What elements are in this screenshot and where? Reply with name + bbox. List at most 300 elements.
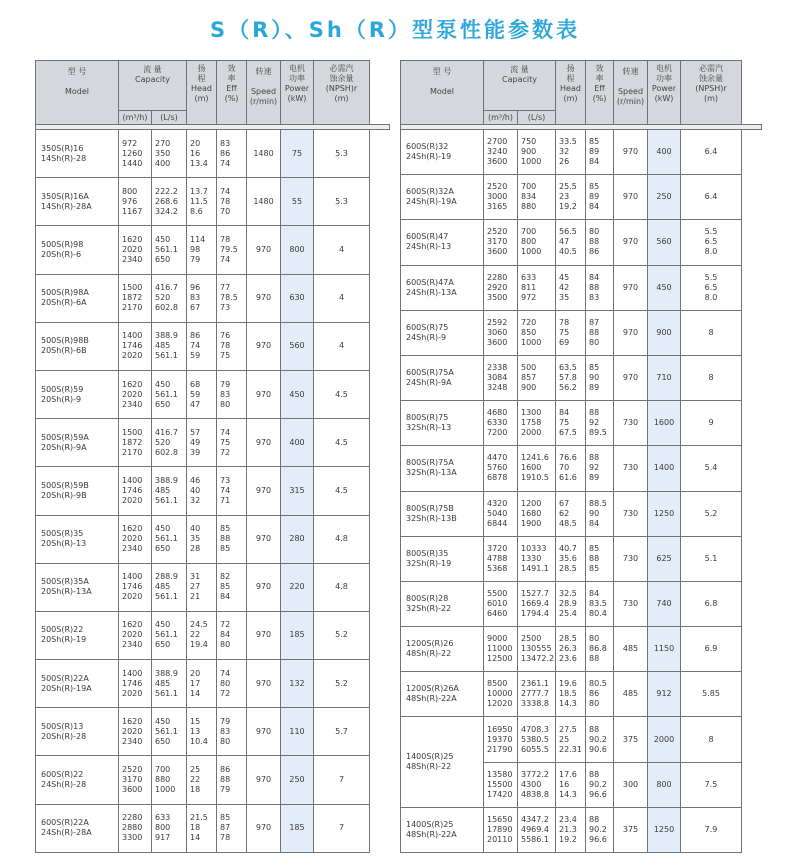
- power-cell: 132: [281, 660, 314, 708]
- speed-cell: 970: [247, 515, 281, 563]
- eff-cell: 85 87 78: [217, 804, 247, 852]
- header-speed: 转速 Speed (r/min): [247, 61, 281, 125]
- eff-cell: 74 80 72: [217, 660, 247, 708]
- speed-cell: 970: [614, 220, 648, 265]
- head-cell: 13.7 11.5 8.6: [187, 178, 217, 226]
- capacity-ls-cell: 3772.2 4300 4838.8: [518, 762, 556, 807]
- table-row: [36, 660, 390, 708]
- header-npsh: 必需汽 蚀余量 (NPSH)r (m): [681, 61, 742, 125]
- table-row: [401, 355, 762, 400]
- power-cell: 280: [281, 515, 314, 563]
- table-row: [401, 446, 762, 491]
- eff-cell: 88 92 89: [586, 446, 614, 491]
- table-row: [401, 536, 762, 581]
- table-row: [36, 515, 390, 563]
- table-row: [36, 467, 390, 515]
- capacity-m3h-cell: 1620 2020 2340: [119, 611, 152, 659]
- header-capacity: 流 量 Capacity: [484, 61, 556, 111]
- power-cell: 450: [648, 265, 681, 310]
- capacity-ls-cell: 1300 1758 2000: [518, 401, 556, 446]
- model-cell: 500S(R)98 20Sh(R)-6: [36, 226, 119, 274]
- power-cell: 710: [648, 355, 681, 400]
- npsh-cell: 4: [314, 322, 370, 370]
- model-cell: 600S(R)32A 24Sh(R)-19A: [401, 175, 484, 220]
- model-cell: 500S(R)98B 20Sh(R)-6B: [36, 322, 119, 370]
- model-cell: 1200S(R)26 48Sh(R)-22: [401, 627, 484, 672]
- capacity-m3h-cell: 5500 6010 6460: [484, 581, 518, 626]
- head-cell: 31 27 21: [187, 563, 217, 611]
- table-row: [401, 491, 762, 536]
- power-cell: 2000: [648, 717, 681, 762]
- model-cell: 600S(R)22 24Sh(R)-28: [36, 756, 119, 804]
- speed-cell: 730: [614, 536, 648, 581]
- table-row: [36, 322, 390, 370]
- power-cell: 315: [281, 467, 314, 515]
- capacity-ls-cell: 288.9 485 561.1: [152, 563, 187, 611]
- speed-cell: 1480: [247, 130, 281, 178]
- capacity-m3h-cell: 4680 6330 7200: [484, 401, 518, 446]
- npsh-cell: 5.3: [314, 178, 370, 226]
- power-cell: 250: [281, 756, 314, 804]
- capacity-m3h-cell: 972 1260 1440: [119, 130, 152, 178]
- capacity-ls-cell: 700 834 880: [518, 175, 556, 220]
- capacity-m3h-cell: 2700 3240 3600: [484, 130, 518, 175]
- eff-cell: 83 86 74: [217, 130, 247, 178]
- table-row: [36, 611, 390, 659]
- head-cell: 19.6 18.5 14.3: [556, 672, 586, 717]
- table-row: [36, 370, 390, 418]
- header-row: [36, 61, 390, 111]
- model-cell: 800S(R)75A 32Sh(R)-13A: [401, 446, 484, 491]
- power-cell: 1400: [648, 446, 681, 491]
- head-cell: 67 62 48.5: [556, 491, 586, 536]
- capacity-m3h-cell: 2338 3084 3248: [484, 355, 518, 400]
- capacity-m3h-cell: 1400 1746 2020: [119, 660, 152, 708]
- npsh-cell: 5.5 6.5 8.0: [681, 220, 742, 265]
- model-cell: 500S(R)22 20Sh(R)-19: [36, 611, 119, 659]
- head-cell: 28.5 26.3 23.6: [556, 627, 586, 672]
- power-cell: 185: [281, 804, 314, 852]
- model-cell: 500S(R)59A 20Sh(R)-9A: [36, 419, 119, 467]
- capacity-m3h-cell: 15650 17890 20110: [484, 807, 518, 852]
- header-capacity: 流 量 Capacity: [119, 61, 187, 111]
- table-row: [36, 804, 390, 852]
- capacity-m3h-cell: 9000 11000 12500: [484, 627, 518, 672]
- capacity-ls-cell: 450 561.1 650: [152, 370, 187, 418]
- table-row: [36, 274, 390, 322]
- capacity-m3h-cell: 1620 2020 2340: [119, 515, 152, 563]
- eff-cell: 88.5 90 84: [586, 491, 614, 536]
- eff-cell: 78 79.5 74: [217, 226, 247, 274]
- table-row: [401, 717, 762, 762]
- capacity-m3h-cell: 1620 2020 2340: [119, 370, 152, 418]
- power-cell: 400: [281, 419, 314, 467]
- speed-cell: 970: [247, 660, 281, 708]
- model-cell: 350S(R)16A 14Sh(R)-28A: [36, 178, 119, 226]
- npsh-cell: 7: [314, 756, 370, 804]
- table-row: [401, 310, 762, 355]
- power-cell: 400: [648, 130, 681, 175]
- power-cell: 1250: [648, 491, 681, 536]
- eff-cell: 88 92 89.5: [586, 401, 614, 446]
- head-cell: 57 49 39: [187, 419, 217, 467]
- table-row: [401, 672, 762, 717]
- power-cell: 800: [281, 226, 314, 274]
- eff-cell: 82 85 84: [217, 563, 247, 611]
- capacity-ls-cell: 388.9 485 561.1: [152, 322, 187, 370]
- eff-cell: 80 88 86: [586, 220, 614, 265]
- capacity-ls-cell: 700 800 1000: [518, 220, 556, 265]
- speed-cell: 375: [614, 717, 648, 762]
- speed-cell: 300: [614, 762, 648, 807]
- eff-cell: 74 78 70: [217, 178, 247, 226]
- eff-cell: 80 86.8 88: [586, 627, 614, 672]
- head-cell: 84 75 67.5: [556, 401, 586, 446]
- pump-table-left: [35, 60, 390, 853]
- capacity-m3h-cell: 4320 5040 6844: [484, 491, 518, 536]
- capacity-ls-cell: 416.7 520 602.8: [152, 419, 187, 467]
- capacity-m3h-cell: 2280 2920 3500: [484, 265, 518, 310]
- model-cell: 600S(R)32 24Sh(R)-19: [401, 130, 484, 175]
- npsh-cell: 5.3: [314, 130, 370, 178]
- power-cell: 185: [281, 611, 314, 659]
- table-row: [36, 419, 390, 467]
- eff-cell: 88 90.2 90.6: [586, 717, 614, 762]
- power-cell: 800: [648, 762, 681, 807]
- capacity-ls-cell: 416.7 520 602.8: [152, 274, 187, 322]
- npsh-cell: 5.2: [314, 611, 370, 659]
- head-cell: 68 59 47: [187, 370, 217, 418]
- head-cell: 76.6 70 61.6: [556, 446, 586, 491]
- capacity-ls-cell: 450 561.1 650: [152, 226, 187, 274]
- power-cell: 450: [281, 370, 314, 418]
- eff-cell: 85 88 85: [586, 536, 614, 581]
- capacity-ls-cell: 2500 130555 13472.2: [518, 627, 556, 672]
- capacity-m3h-cell: 2280 2880 3300: [119, 804, 152, 852]
- capacity-ls-cell: 450 561.1 650: [152, 708, 187, 756]
- table-row: [36, 563, 390, 611]
- table-row: [401, 175, 762, 220]
- model-cell: 800S(R)75B 32Sh(R)-13B: [401, 491, 484, 536]
- head-cell: 32.5 28.9 25.4: [556, 581, 586, 626]
- npsh-cell: 4.8: [314, 563, 370, 611]
- power-cell: 560: [648, 220, 681, 265]
- power-cell: 55: [281, 178, 314, 226]
- capacity-m3h-cell: 1400 1746 2020: [119, 563, 152, 611]
- capacity-m3h-cell: 1400 1746 2020: [119, 322, 152, 370]
- eff-cell: 85 89 84: [586, 175, 614, 220]
- table-row: [401, 265, 762, 310]
- capacity-ls-cell: 500 857 900: [518, 355, 556, 400]
- capacity-m3h-cell: 2592 3060 3600: [484, 310, 518, 355]
- capacity-ls-cell: 222.2 268.6 324.2: [152, 178, 187, 226]
- model-cell: 350S(R)16 14Sh(R)-28: [36, 130, 119, 178]
- model-cell: 500S(R)22A 20Sh(R)-19A: [36, 660, 119, 708]
- table-row: [36, 178, 390, 226]
- npsh-cell: 8: [681, 310, 742, 355]
- speed-cell: 970: [247, 563, 281, 611]
- npsh-cell: 4.5: [314, 419, 370, 467]
- npsh-cell: 6.8: [681, 581, 742, 626]
- model-cell: 500S(R)59B 20Sh(R)-9B: [36, 467, 119, 515]
- power-cell: 900: [648, 310, 681, 355]
- header-npsh: 必需汽 蚀余量 (NPSH)r (m): [314, 61, 370, 125]
- capacity-m3h-cell: 1500 1872 2170: [119, 419, 152, 467]
- head-cell: 56.5 47 40.5: [556, 220, 586, 265]
- eff-cell: 79 83 80: [217, 370, 247, 418]
- npsh-cell: 7.9: [681, 807, 742, 852]
- speed-cell: 485: [614, 627, 648, 672]
- eff-cell: 88 90.2 96.6: [586, 762, 614, 807]
- npsh-cell: 8: [681, 355, 742, 400]
- speed-cell: 730: [614, 446, 648, 491]
- header-model: 型 号 Model: [36, 61, 119, 125]
- npsh-cell: 7.5: [681, 762, 742, 807]
- header-head: 扬 程 Head (m): [556, 61, 586, 125]
- head-cell: 20 17 14: [187, 660, 217, 708]
- model-cell: 1200S(R)26A 48Sh(R)-22A: [401, 672, 484, 717]
- capacity-ls-cell: 270 350 400: [152, 130, 187, 178]
- capacity-ls-cell: 4347.2 4969.4 5586.1: [518, 807, 556, 852]
- table-row: [401, 627, 762, 672]
- table-row: [36, 130, 390, 178]
- power-cell: 1250: [648, 807, 681, 852]
- speed-cell: 970: [247, 756, 281, 804]
- header-unit-ls: (L/s): [518, 111, 556, 125]
- capacity-m3h-cell: 2520 3170 3600: [119, 756, 152, 804]
- model-cell: 600S(R)75 24Sh(R)-9: [401, 310, 484, 355]
- capacity-m3h-cell: 800 976 1167: [119, 178, 152, 226]
- table-row: [401, 581, 762, 626]
- power-cell: 250: [648, 175, 681, 220]
- pump-table-right: [400, 60, 762, 853]
- model-cell: 600S(R)47A 24Sh(R)-13A: [401, 265, 484, 310]
- eff-cell: 74 75 72: [217, 419, 247, 467]
- capacity-m3h-cell: 1620 2020 2340: [119, 708, 152, 756]
- npsh-cell: 4: [314, 226, 370, 274]
- table-row: [401, 220, 762, 265]
- eff-cell: 88 90.2 96.6: [586, 807, 614, 852]
- speed-cell: 970: [247, 804, 281, 852]
- head-cell: 45 42 35: [556, 265, 586, 310]
- npsh-cell: 6.9: [681, 627, 742, 672]
- eff-cell: 73 74 71: [217, 467, 247, 515]
- power-cell: 912: [648, 672, 681, 717]
- table-row: [401, 401, 762, 446]
- model-cell: 800S(R)35 32Sh(R)-19: [401, 536, 484, 581]
- header-row: [401, 61, 762, 111]
- npsh-cell: 6.4: [681, 130, 742, 175]
- speed-cell: 970: [614, 130, 648, 175]
- head-cell: 25 22 18: [187, 756, 217, 804]
- head-cell: 27.5 25 22.31: [556, 717, 586, 762]
- model-cell: 600S(R)47 24Sh(R)-13: [401, 220, 484, 265]
- header-speed: 转速 Speed (r/min): [614, 61, 648, 125]
- capacity-m3h-cell: 1620 2020 2340: [119, 226, 152, 274]
- capacity-ls-cell: 450 561.1 650: [152, 515, 187, 563]
- capacity-ls-cell: 10333 1330 1491.1: [518, 536, 556, 581]
- capacity-ls-cell: 388.9 485 561.1: [152, 660, 187, 708]
- model-cell: 500S(R)59 20Sh(R)-9: [36, 370, 119, 418]
- npsh-cell: 5.2: [681, 491, 742, 536]
- capacity-m3h-cell: 16950 19370 21790: [484, 717, 518, 762]
- speed-cell: 485: [614, 672, 648, 717]
- model-cell: 500S(R)13 20Sh(R)-28: [36, 708, 119, 756]
- capacity-ls-cell: 2361.1 2777.7 3338.8: [518, 672, 556, 717]
- capacity-ls-cell: 1527.7 1669.4 1794.4: [518, 581, 556, 626]
- npsh-cell: 4.5: [314, 467, 370, 515]
- power-cell: 220: [281, 563, 314, 611]
- capacity-ls-cell: 633 811 972: [518, 265, 556, 310]
- eff-cell: 84 83.5 80.4: [586, 581, 614, 626]
- header-power: 电机 功率 Power (kW): [648, 61, 681, 125]
- npsh-cell: 5.7: [314, 708, 370, 756]
- capacity-m3h-cell: 3720 4788 5368: [484, 536, 518, 581]
- speed-cell: 970: [614, 265, 648, 310]
- model-cell: 800S(R)75 32Sh(R)-13: [401, 401, 484, 446]
- power-cell: 1150: [648, 627, 681, 672]
- head-cell: 25.5 23 19.2: [556, 175, 586, 220]
- eff-cell: 85 88 85: [217, 515, 247, 563]
- capacity-m3h-cell: 4470 5760 6878: [484, 446, 518, 491]
- eff-cell: 87 88 80: [586, 310, 614, 355]
- speed-cell: 730: [614, 491, 648, 536]
- capacity-m3h-cell: 1400 1746 2020: [119, 467, 152, 515]
- head-cell: 15 13 10.4: [187, 708, 217, 756]
- power-cell: 75: [281, 130, 314, 178]
- header-power: 电机 功率 Power (kW): [281, 61, 314, 125]
- eff-cell: 77 78.5 73: [217, 274, 247, 322]
- npsh-cell: 5.1: [681, 536, 742, 581]
- table-row: [36, 708, 390, 756]
- head-cell: 46 40 32: [187, 467, 217, 515]
- head-cell: 86 74 59: [187, 322, 217, 370]
- capacity-ls-cell: 633 800 917: [152, 804, 187, 852]
- speed-cell: 970: [614, 355, 648, 400]
- table-row: [401, 807, 762, 852]
- speed-cell: 970: [247, 322, 281, 370]
- header-unit-m3h: (m³/h): [484, 111, 518, 125]
- header-eff: 效 率 Eff (%): [217, 61, 247, 125]
- capacity-ls-cell: 720 850 1000: [518, 310, 556, 355]
- power-cell: 630: [281, 274, 314, 322]
- capacity-ls-cell: 450 561.1 650: [152, 611, 187, 659]
- eff-cell: 86 88 79: [217, 756, 247, 804]
- head-cell: 63.5 57.8 56.2: [556, 355, 586, 400]
- eff-cell: 84 88 83: [586, 265, 614, 310]
- head-cell: 21.5 18 14: [187, 804, 217, 852]
- capacity-m3h-cell: 2520 3170 3600: [484, 220, 518, 265]
- capacity-ls-cell: 4708.3 5380.5 6055.5: [518, 717, 556, 762]
- capacity-ls-cell: 1241.6 1600 1910.5: [518, 446, 556, 491]
- capacity-m3h-cell: 13580 15500 17420: [484, 762, 518, 807]
- head-cell: 78 75 69: [556, 310, 586, 355]
- header-unit-m3h: (m³/h): [119, 111, 152, 125]
- speed-cell: 375: [614, 807, 648, 852]
- npsh-cell: 5.2: [314, 660, 370, 708]
- model-cell: 500S(R)98A 20Sh(R)-6A: [36, 274, 119, 322]
- speed-cell: 1480: [247, 178, 281, 226]
- table-row: [36, 756, 390, 804]
- capacity-ls-cell: 700 880 1000: [152, 756, 187, 804]
- page-title: S（R）、Sh（R）型泵性能参数表: [209, 18, 581, 42]
- eff-cell: 76 78 75: [217, 322, 247, 370]
- header-head: 扬 程 Head (m): [187, 61, 217, 125]
- speed-cell: 970: [247, 611, 281, 659]
- eff-cell: 85 89 84: [586, 130, 614, 175]
- head-cell: 96 83 67: [187, 274, 217, 322]
- npsh-cell: 4.5: [314, 370, 370, 418]
- model-cell: 500S(R)35 20Sh(R)-13: [36, 515, 119, 563]
- header-model: 型 号 Model: [401, 61, 484, 125]
- table-row: [401, 130, 762, 175]
- power-cell: 110: [281, 708, 314, 756]
- npsh-cell: 5.85: [681, 672, 742, 717]
- npsh-cell: 8: [681, 717, 742, 762]
- npsh-cell: 5.4: [681, 446, 742, 491]
- eff-cell: 79 83 80: [217, 708, 247, 756]
- npsh-cell: 7: [314, 804, 370, 852]
- speed-cell: 970: [247, 467, 281, 515]
- power-cell: 740: [648, 581, 681, 626]
- header-unit-ls: (L/s): [152, 111, 187, 125]
- model-cell: 1400S(R)25 48Sh(R)-22A: [401, 807, 484, 852]
- npsh-cell: 9: [681, 401, 742, 446]
- power-cell: 560: [281, 322, 314, 370]
- head-cell: 17.6 16 14.3: [556, 762, 586, 807]
- power-cell: 1600: [648, 401, 681, 446]
- speed-cell: 970: [247, 274, 281, 322]
- head-cell: 24.5 22 19.4: [187, 611, 217, 659]
- capacity-m3h-cell: 8500 10000 12020: [484, 672, 518, 717]
- power-cell: 625: [648, 536, 681, 581]
- capacity-ls-cell: 1200 1680 1900: [518, 491, 556, 536]
- capacity-m3h-cell: 1500 1872 2170: [119, 274, 152, 322]
- head-cell: 23.4 21.3 19.2: [556, 807, 586, 852]
- table-row: [36, 226, 390, 274]
- head-cell: 114 98 79: [187, 226, 217, 274]
- speed-cell: 970: [614, 175, 648, 220]
- eff-cell: 80.5 86 80: [586, 672, 614, 717]
- eff-cell: 85 90 89: [586, 355, 614, 400]
- speed-cell: 970: [247, 708, 281, 756]
- model-cell: 600S(R)22A 24Sh(R)-28A: [36, 804, 119, 852]
- npsh-cell: 5.5 6.5 8.0: [681, 265, 742, 310]
- speed-cell: 970: [247, 370, 281, 418]
- capacity-ls-cell: 750 900 1000: [518, 130, 556, 175]
- speed-cell: 970: [247, 419, 281, 467]
- model-cell: 800S(R)28 32Sh(R)-22: [401, 581, 484, 626]
- speed-cell: 730: [614, 401, 648, 446]
- eff-cell: 72 84 80: [217, 611, 247, 659]
- header-eff: 效 率 Eff (%): [586, 61, 614, 125]
- capacity-m3h-cell: 2520 3000 3165: [484, 175, 518, 220]
- speed-cell: 970: [614, 310, 648, 355]
- npsh-cell: 4: [314, 274, 370, 322]
- head-cell: 20 16 13.4: [187, 130, 217, 178]
- head-cell: 40 35 28: [187, 515, 217, 563]
- head-cell: 40.7 35.6 28.5: [556, 536, 586, 581]
- npsh-cell: 6.4: [681, 175, 742, 220]
- npsh-cell: 4.8: [314, 515, 370, 563]
- model-cell: 1400S(R)25 48Sh(R)-22: [401, 717, 484, 807]
- speed-cell: 970: [247, 226, 281, 274]
- model-cell: 500S(R)35A 20Sh(R)-13A: [36, 563, 119, 611]
- model-cell: 600S(R)75A 24Sh(R)-9A: [401, 355, 484, 400]
- head-cell: 33.5 32 26: [556, 130, 586, 175]
- speed-cell: 730: [614, 581, 648, 626]
- capacity-ls-cell: 388.9 485 561.1: [152, 467, 187, 515]
